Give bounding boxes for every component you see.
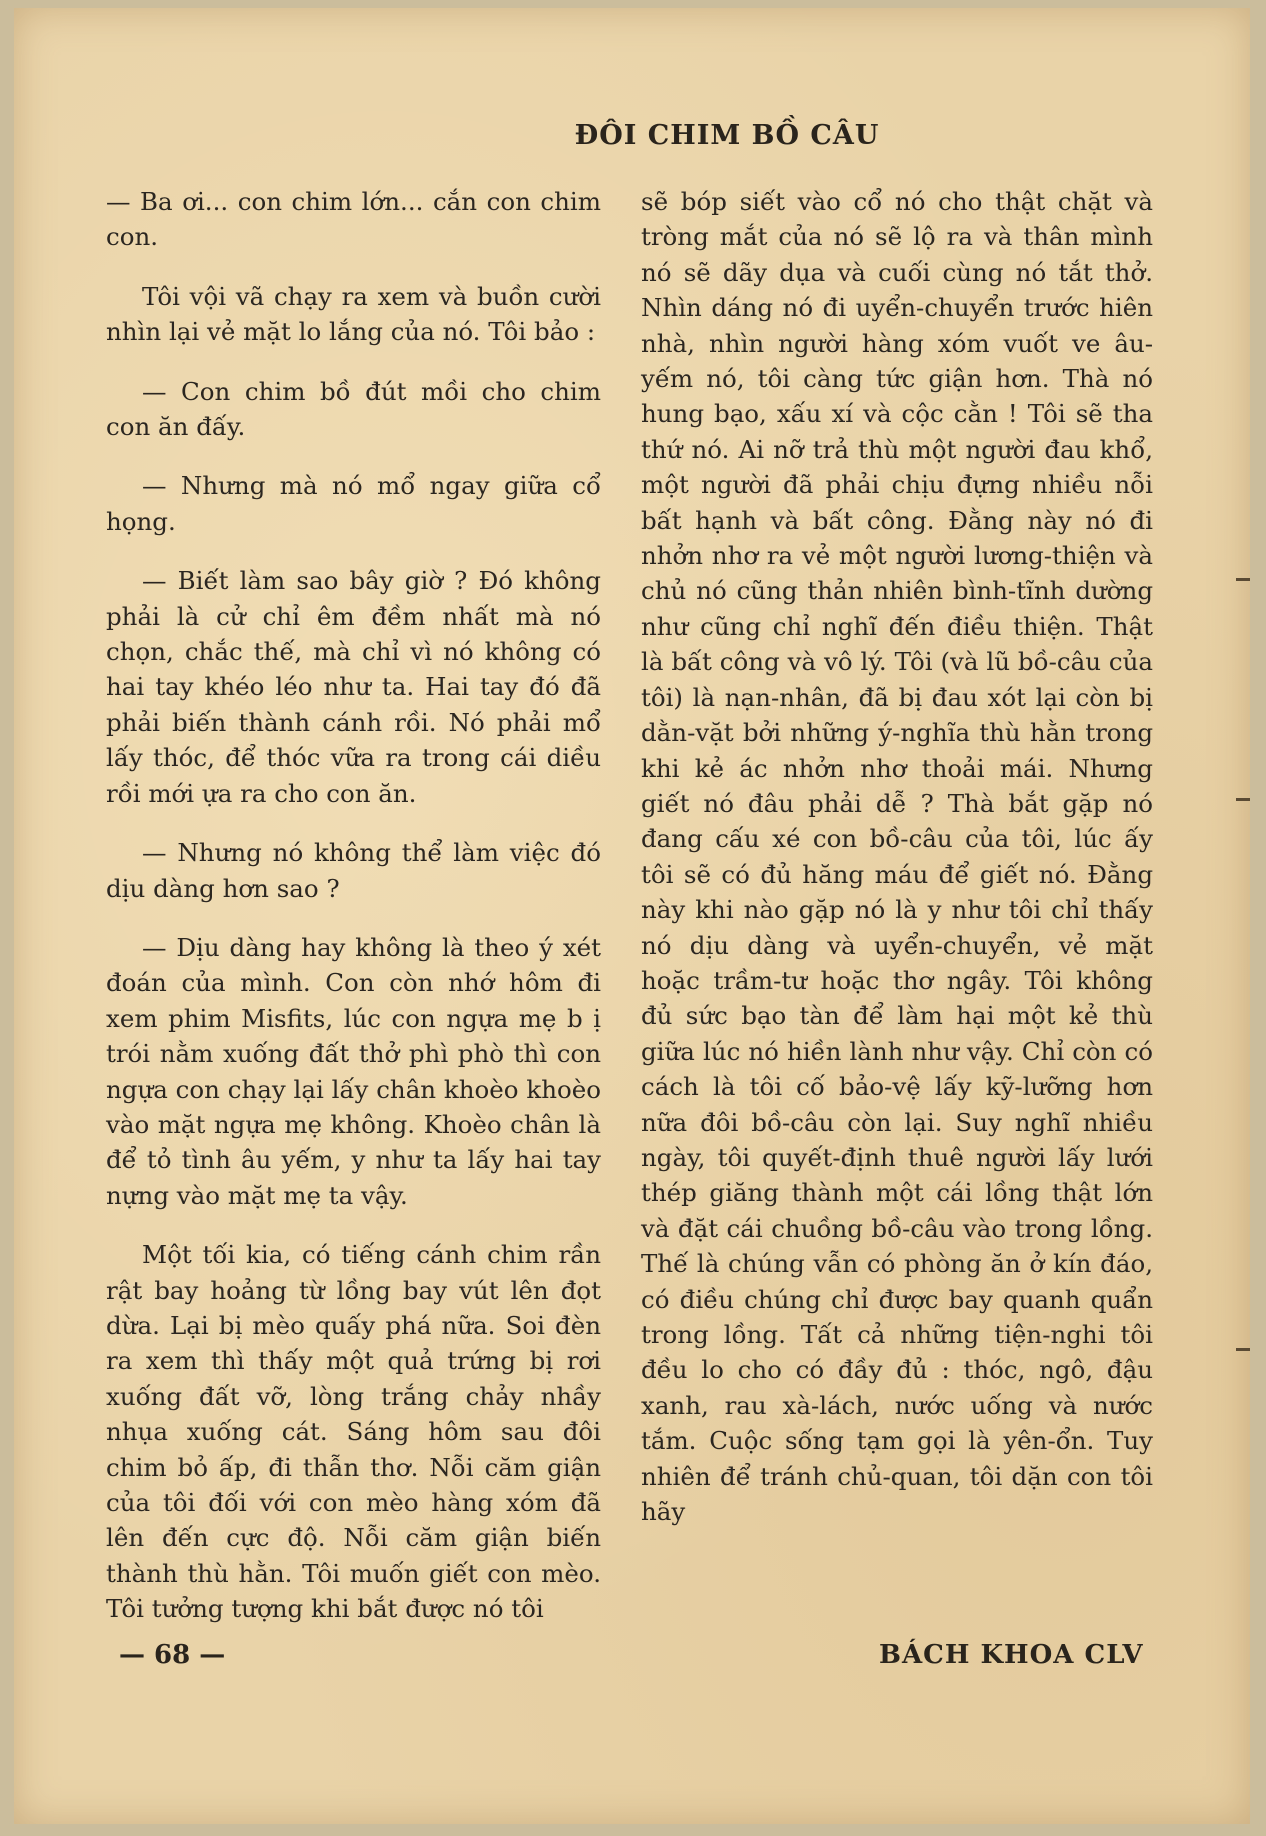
left-column bbox=[106, 184, 601, 1627]
edge-mark bbox=[1236, 1348, 1250, 1351]
paragraph: — Ba ơi... con chim lớn... cắn con chim con. bbox=[106, 187, 601, 252]
paragraph: — Con chim bồ đút mồi cho chim con ăn đấy. bbox=[106, 376, 601, 442]
right-column bbox=[641, 184, 1153, 1529]
paragraph: Tôi vội vã chạy ra xem và buồn cười nhìn lại vẻ mặt lo lắng của nó. Tôi bảo : bbox=[106, 281, 601, 347]
edge-mark bbox=[1236, 578, 1250, 581]
edge-mark bbox=[1236, 798, 1250, 801]
journal-name: BÁCH KHOA CLV bbox=[879, 1640, 1144, 1670]
paragraph: Một tối kia, có tiếng cánh chim rần rật bay hoảng từ lồng bay vút lên đọt dừa. Lại bị mèo quấy phá nữa. Soi đèn ra xem thì thấy một quả trứng bị rơi xuống đất vỡ, lòng trắng chảy nhầy nhụa xuống cát. Sáng hôm sau đôi chim bỏ ấp, đi thẫn thơ. Nỗi căm giận của tôi đối với con mèo hàng xóm đã lên đến cực độ. Nỗi căm giận biến thành thù hằn. Tôi muốn giết con mèo. Tôi tưởng tượng khi bắt được nó tôi bbox=[106, 1240, 601, 1624]
page-number: — 68 — bbox=[119, 1640, 226, 1670]
magazine-page bbox=[14, 8, 1250, 1824]
paragraph: — Biết làm sao bây giờ ? Đó không phải là cử chỉ êm đềm nhất mà nó chọn, chắc thế, mà chỉ vì nó không có hai tay khéo léo như ta. Hai tay đó đã phải biến thành cánh rồi. Nó phải mổ lấy thóc, để thóc vữa ra trong cái diều rồi mới ựa ra cho con ăn. bbox=[106, 566, 601, 808]
paragraph: — Nhưng nó không thể làm việc đó dịu dàng hơn sao ? bbox=[106, 838, 601, 903]
paragraph: sẽ bóp siết vào cổ nó cho thật chặt và tròng mắt của nó sẽ lộ ra và thân mình nó sẽ dãy dụa và cuối cùng nó tắt thở. Nhìn dáng nó đi uyển-chuyển trước hiên nhà, nhìn người hàng xóm vuốt ve âu-yếm nó, tôi càng tức giận hơn. Thà nó hung bạo, xấu xí và cộc cằn ! Tôi sẽ tha thứ nó. Ai nỡ trả thù một người đau khổ, một người đã phải chịu đựng nhiều nỗi bất hạnh và bất công. Đằng này nó đi nhởn nhơ ra vẻ một người lương-thiện và chủ nó cũng thản nhiên bình-tĩnh dường như cũng chỉ nghĩ đến điều thiện. Thật là bất công và vô lý. Tôi (và lũ bồ-câu của tôi) là nạn-nhân, đã bị đau xót lại còn bị dằn-vặt bởi những ý-nghĩa thù hằn trong khi kẻ ác nhởn nhơ thoải mái. Nhưng giết nó đâu phải dễ ? Thà bắt gặp nó đang cấu xé con bồ-câu của tôi, lúc ấy tôi sẽ có đủ hăng máu để giết nó. Đằng này khi nào gặp nó là y như tôi chỉ thấy nó dịu dàng và uyển-chuyển, vẻ mặt hoặc trầm-tư hoặc thơ ngây. Tôi không đủ sức bạo tàn để làm hại một kẻ thù giữa lúc nó hiền lành như vậy. Chỉ còn có cách là tôi cố bảo-vệ lấy kỹ-lưỡng hơn nữa đôi bồ-câu còn lại. Suy nghĩ nhiều ngày, tôi quyết-định thuê người lấy lưới thép giăng thành một cái lồng thật lớn và đặt cái chuồng bồ-câu vào trong lồng. Thế là chúng vẫn có phòng ăn ở kín đáo, có điều chúng chỉ được bay quanh quẩn trong lồng. Tất cả những tiện-nghi tôi đều lo cho có đầy đủ : thóc, ngô, đậu xanh, rau xà-lách, nước uống và nước tắm. Cuộc sống tạm gọi là yên-ổn. Tuy nhiên để tránh chủ-quan, tôi dặn con tôi hãy bbox=[641, 187, 1153, 1527]
article-title: ĐÔI CHIM BỒ CÂU bbox=[574, 120, 880, 151]
paragraph: — Dịu dàng hay không là theo ý xét đoán của mình. Con còn nhớ hôm đi xem phim Misfits, lúc con ngựa mẹ b ị trói nằm xuống đất thở phì phò thì con ngựa con chạy lại lấy chân khoèo khoèo vào mặt ngựa mẹ không. Khoèo chân là để tỏ tình âu yếm, y như ta lấy hai tay nựng vào mặt mẹ ta vậy. bbox=[106, 932, 601, 1210]
paragraph: — Nhưng mà nó mổ ngay giữa cổ họng. bbox=[106, 471, 601, 536]
